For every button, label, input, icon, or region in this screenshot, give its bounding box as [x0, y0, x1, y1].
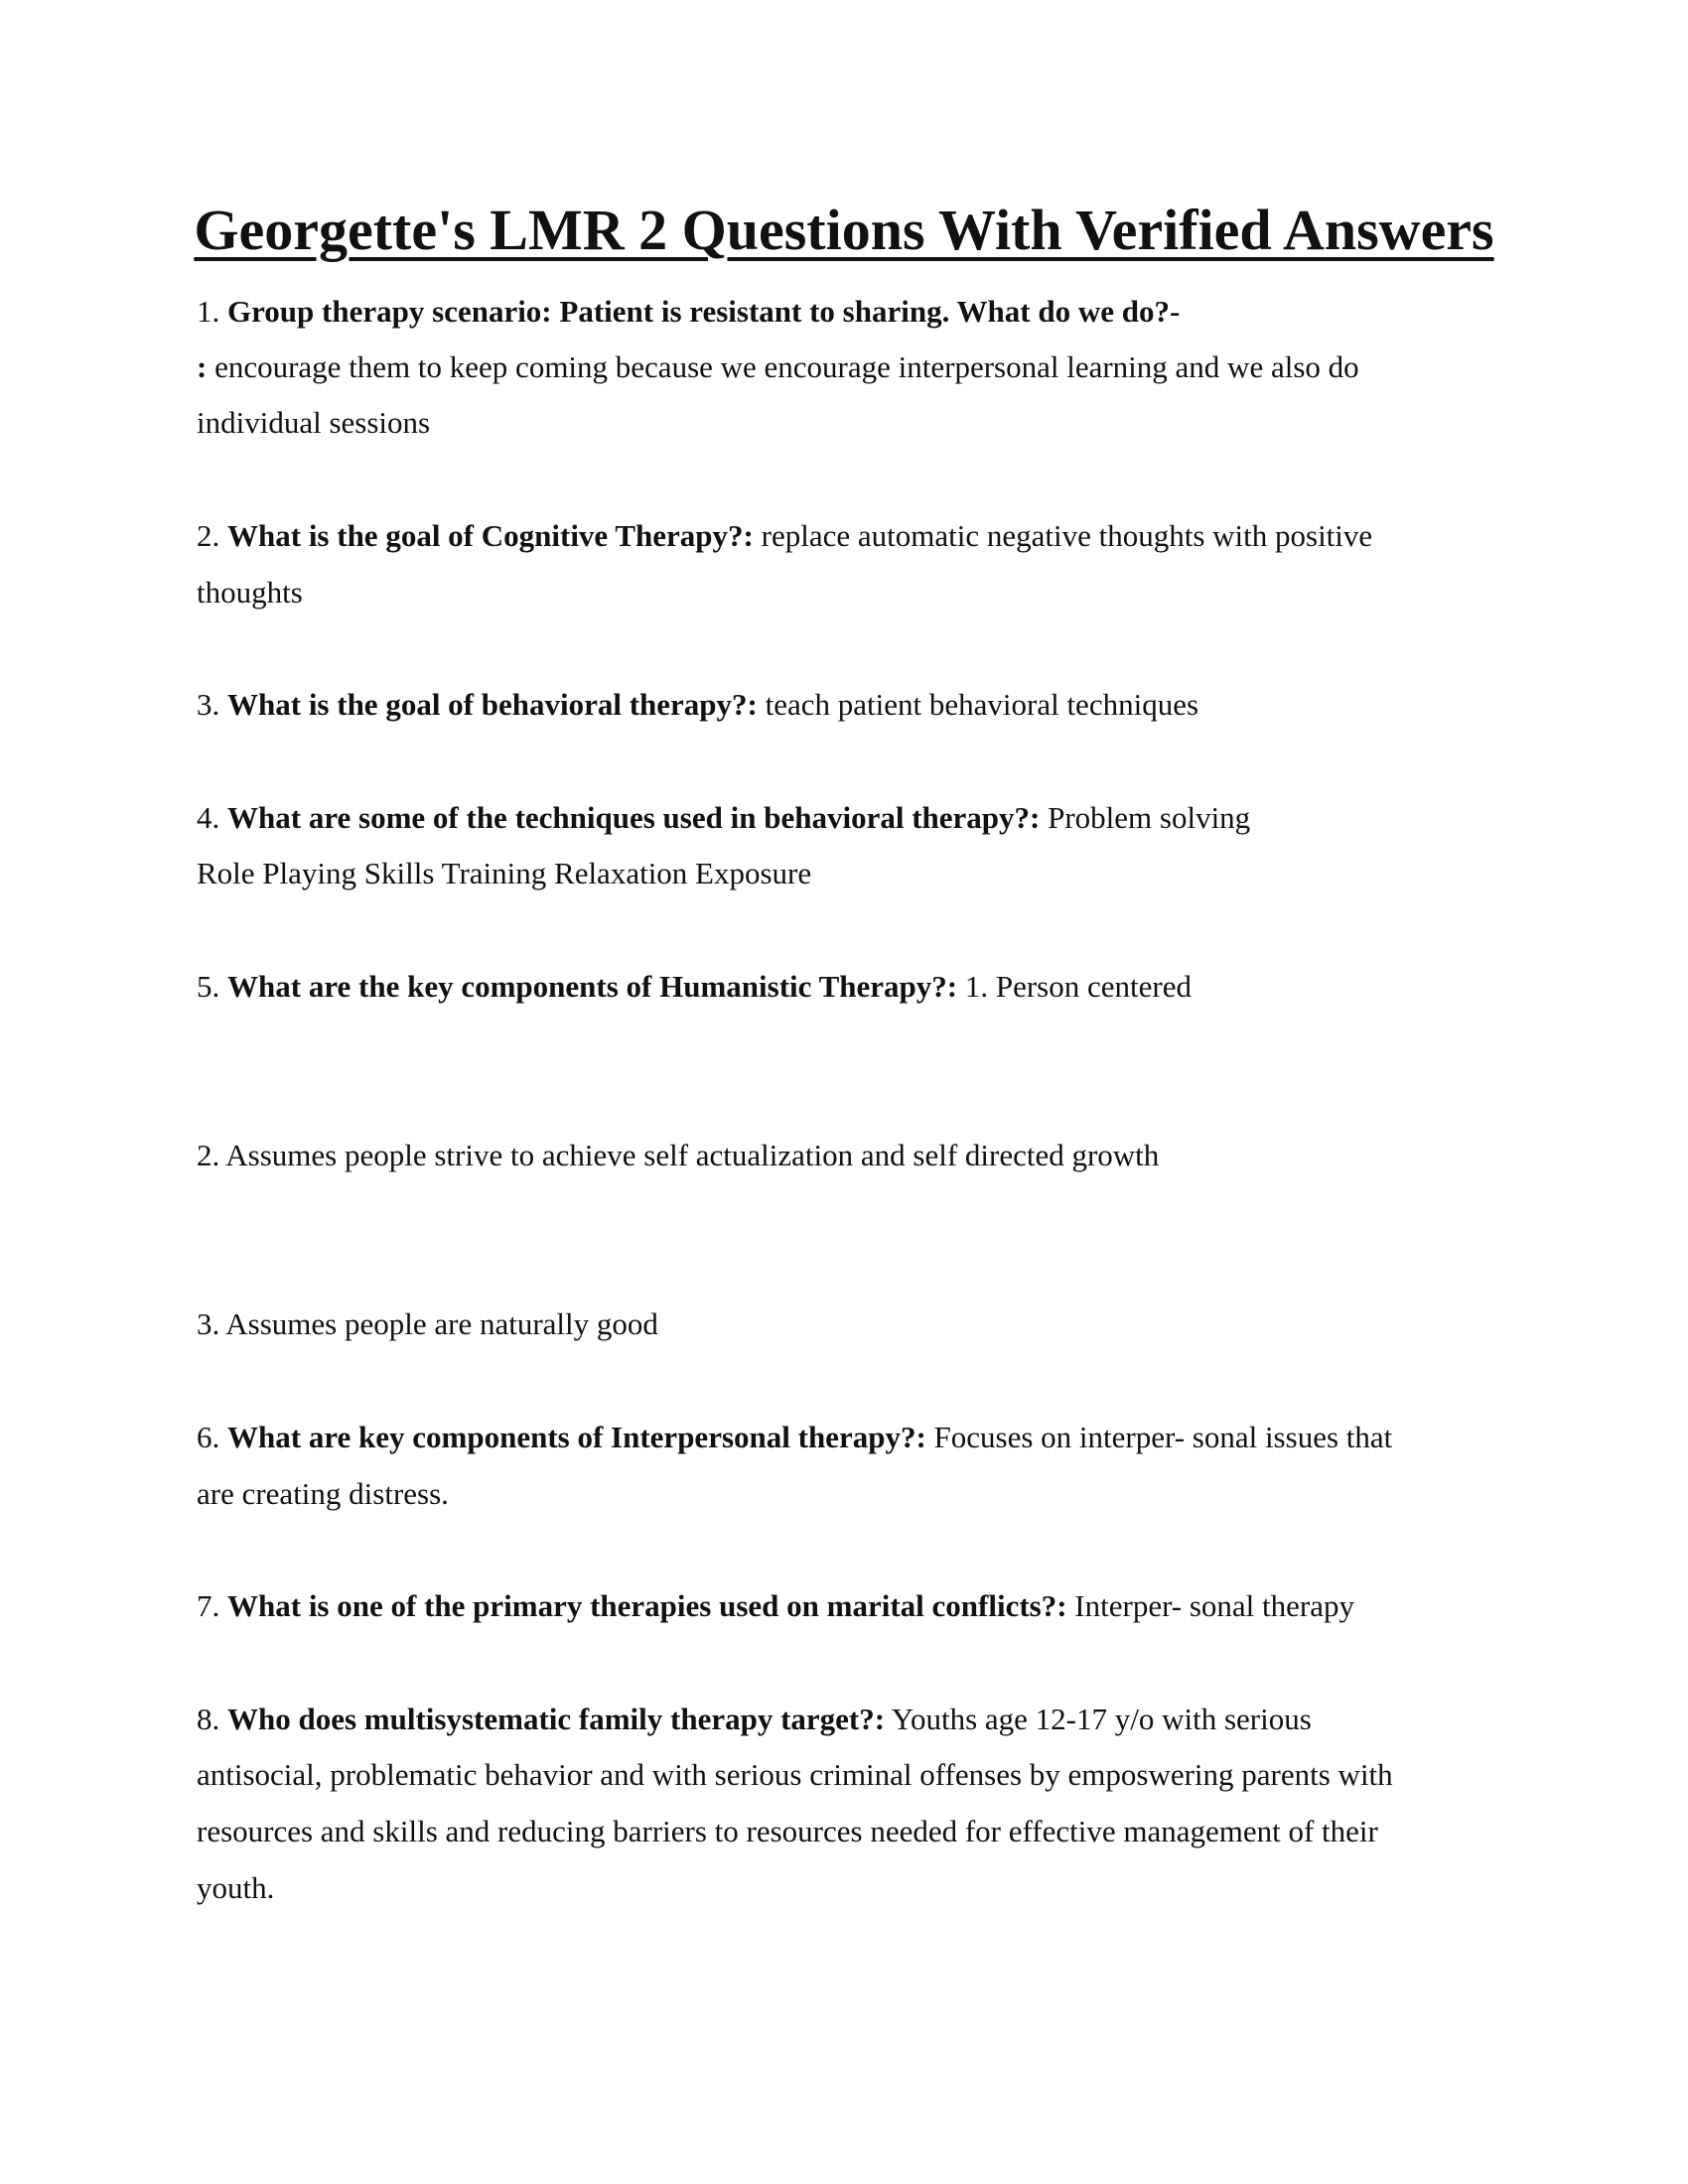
q2-answer-line-2: thoughts: [197, 575, 303, 610]
q1-answer-line-2: individual sessions: [197, 405, 431, 440]
q7-number: 7.: [197, 1588, 220, 1623]
q5-question: What are the key components of Humanistic Therapy?:: [227, 969, 958, 1004]
q6-line-1: [197, 1418, 1392, 1457]
q5-line-1: [197, 967, 1192, 1007]
q4-answer-line-2: Role Playing Skills Training Relaxation Exposure: [197, 856, 812, 890]
q4-question: What are some of the techniques used in behavioral therapy?:: [227, 800, 1041, 835]
q5-number: 5.: [197, 969, 220, 1004]
q6-answer-line-1: Focuses on interper- sonal issues that: [933, 1420, 1393, 1454]
q4-line-1: [197, 798, 1250, 838]
q5-answer-item-2: 2. Assumes people strive to achieve self actualization and self directed growth: [197, 1138, 1160, 1172]
q3-number: 3.: [197, 687, 220, 722]
q1-answer-line-1: encourage them to keep coming because we encourage interpersonal learning and we also do: [214, 349, 1359, 384]
document-title: Georgette's LMR 2 Questions With Verified Answers: [194, 198, 1494, 262]
q2-question: What is the goal of Cognitive Therapy?:: [227, 518, 754, 553]
q8-question: Who does multisystematic family therapy target?:: [227, 1702, 886, 1736]
q8-answer-line-1: Youths age 12-17 y/o with serious: [891, 1702, 1312, 1736]
q3-line-1: [197, 685, 1198, 725]
q7-line-1: [197, 1586, 1354, 1626]
q7-answer-line-1: Interper- sonal therapy: [1074, 1588, 1354, 1623]
q8-answer-line-2: antisocial, problematic behavior and with serious criminal offenses by emposwering parents with: [197, 1757, 1393, 1792]
q8-line-1: [197, 1700, 1312, 1739]
q1-line-1: [197, 292, 1180, 332]
q8-number: 8.: [197, 1702, 220, 1736]
q5-answer-item-3: 3. Assumes people are naturally good: [197, 1306, 658, 1341]
q1-number: 1.: [197, 294, 220, 329]
q1-line-2: [197, 347, 1359, 387]
q7-question: What is one of the primary therapies used on marital conflicts?:: [227, 1588, 1067, 1623]
q3-question: What is the goal of behavioral therapy?:: [227, 687, 758, 722]
q6-answer-line-2: are creating distress.: [197, 1476, 449, 1511]
q3-answer-line-1: teach patient behavioral techniques: [765, 687, 1199, 722]
q4-answer-line-1: Problem solving: [1048, 800, 1251, 835]
q4-number: 4.: [197, 800, 220, 835]
q8-answer-line-4: youth.: [197, 1870, 275, 1905]
q1-question: Group therapy scenario: Patient is resistant to sharing. What do we do?-: [227, 294, 1181, 329]
q2-number: 2.: [197, 518, 220, 553]
q8-answer-line-3: resources and skills and reducing barriers to resources needed for effective management of their: [197, 1814, 1378, 1848]
q5-answer-item-1: 1. Person centered: [964, 969, 1192, 1004]
q1-colon: :: [197, 349, 208, 384]
q2-line-1: [197, 516, 1372, 556]
q6-number: 6.: [197, 1420, 220, 1454]
q2-answer-line-1: replace automatic negative thoughts with positive: [761, 518, 1373, 553]
q6-question: What are key components of Interpersonal therapy?:: [227, 1420, 926, 1454]
